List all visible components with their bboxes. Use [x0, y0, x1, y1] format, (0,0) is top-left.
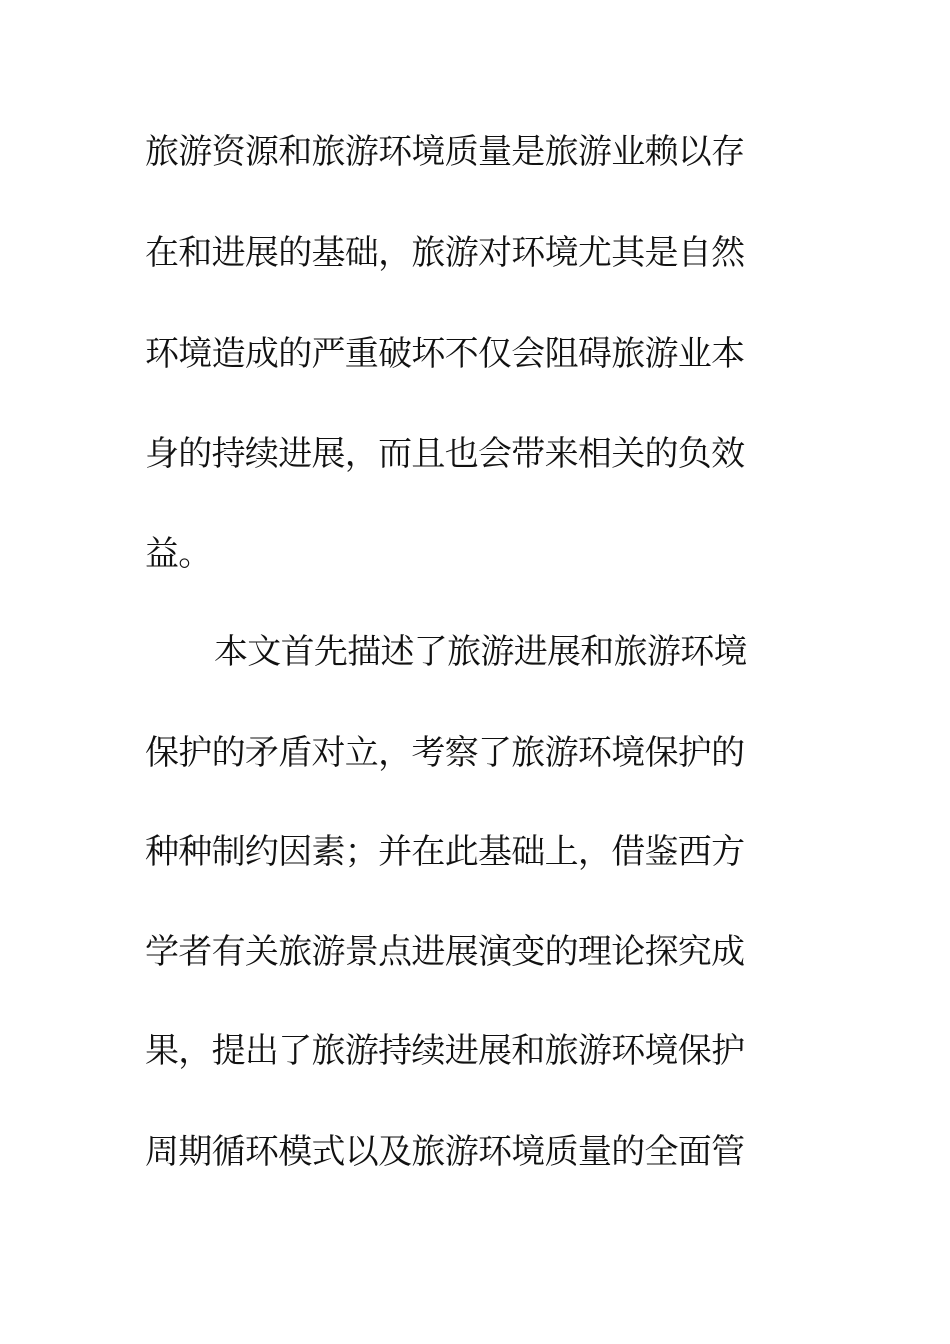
text-line: 益。: [145, 534, 212, 574]
text-line: 学者有关旅游景点进展演变的理论探究成: [145, 932, 745, 972]
text-line: 本文首先描述了旅游进展和旅游环境: [214, 632, 747, 672]
text-line: 果，提出了旅游持续进展和旅游环境保护: [145, 1031, 745, 1071]
text-line: 身的持续进展，而且也会带来相关的负效: [145, 434, 745, 474]
text-line: 环境造成的严重破坏不仅会阻碍旅游业本: [145, 334, 745, 374]
text-line: 在和进展的基础，旅游对环境尤其是自然: [145, 233, 745, 273]
text-line: 种种制约因素；并在此基础上，借鉴西方: [145, 832, 745, 872]
text-line: 保护的矛盾对立，考察了旅游环境保护的: [145, 733, 745, 773]
text-line: 旅游资源和旅游环境质量是旅游业赖以存: [145, 132, 745, 172]
text-line: 周期循环模式以及旅游环境质量的全面管: [145, 1132, 745, 1172]
